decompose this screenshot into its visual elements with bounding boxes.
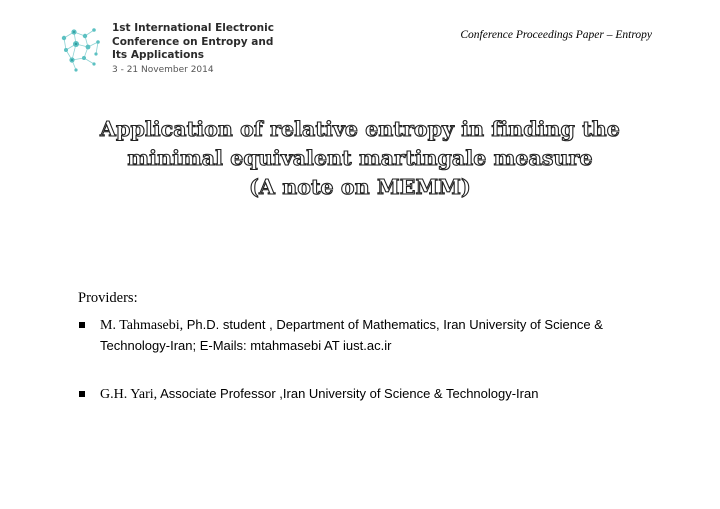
proceedings-header: Conference Proceedings Paper – Entropy [460,29,652,41]
provider-name: M. Tahmasebi, [100,318,184,333]
providers-section [78,290,658,405]
provider-name: G.H. Yari, [100,387,158,402]
paper-title [0,115,720,202]
provider-item [78,384,658,405]
title-line: minimal equivalent martingale measure [127,146,593,170]
conference-name-line: Its Applications [112,49,205,61]
provider-item [78,315,658,356]
square-bullet-icon [79,391,85,397]
conference-name-line: Conference on Entropy and [112,35,274,48]
conference-name-line: 1st International Electronic [112,22,274,34]
provider-details: Ph.D. student , Department of Mathematics, Iran University of Science & Technology-Iran; E-Mails: mtahmasebi AT iust.ac.ir [100,317,603,353]
title-line: (A note on MEMM) [249,175,471,199]
square-bullet-icon [79,322,85,328]
molecule-network-icon [58,24,106,74]
providers-heading: Providers: [78,290,138,306]
conference-dates: 3 - 21 November 2014 [112,64,214,75]
conference-logo [58,22,274,92]
title-line: Application of relative entropy in finding the [100,117,620,141]
provider-details: Associate Professor ,Iran University of Science & Technology-Iran [157,386,539,401]
conference-name [112,22,272,75]
